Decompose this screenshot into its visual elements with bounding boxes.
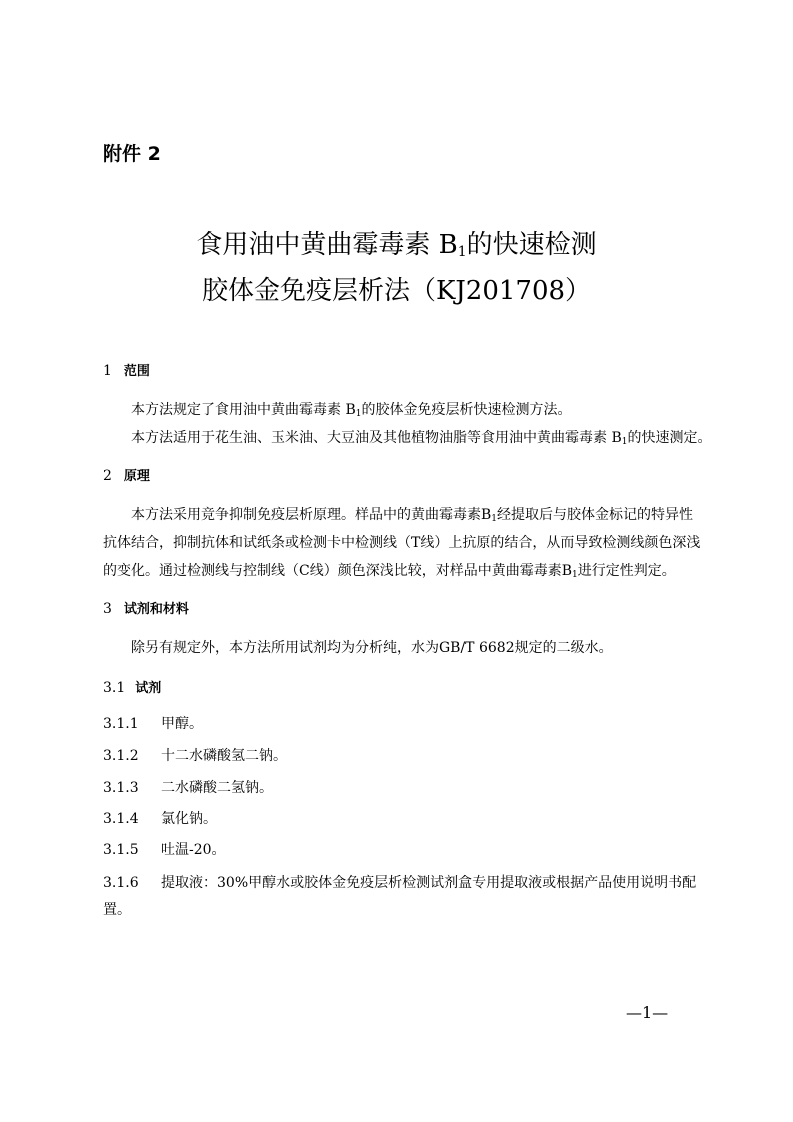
item-text: 提取液：30%甲醇水或胶体金免疫层析检测试剂盒专用提取液或根据产品使用说明书配: [161, 875, 697, 891]
section-title: 范围: [123, 364, 150, 379]
subscript: 1: [621, 437, 628, 447]
list-item: [103, 745, 287, 765]
text-run: 本方法规定了食用油中黄曲霉毒素 B: [131, 402, 356, 418]
item-text: 吐温-20。: [161, 842, 226, 858]
section-2-line-3: [103, 560, 676, 580]
list-item: [103, 872, 696, 892]
item-text: 氯化钠。: [161, 811, 217, 827]
subscript: 1: [491, 514, 498, 524]
document-title-line2: 胶体金免疫层析法（KJ201708）: [201, 276, 592, 306]
title-line1-post: 的快速检测: [466, 230, 597, 260]
subscript: 1: [355, 409, 362, 419]
item-number: 3.1.6: [103, 875, 139, 891]
list-item: [103, 777, 273, 797]
list-item: [103, 808, 217, 828]
section-1-heading: [103, 360, 150, 379]
text-run: 本方法采用竞争抑制免疫层析原理。样品中的黄曲霉毒素B: [131, 507, 492, 523]
title-line1-sub: 1: [457, 244, 467, 260]
item-text: 甲醇。: [161, 716, 203, 732]
item-number: 3.1.1: [103, 716, 139, 732]
item-number: 3.1.5: [103, 842, 139, 858]
section-1-paragraph-2: [131, 427, 711, 447]
text-run: 进行定性判定。: [577, 563, 676, 579]
section-title: 试剂: [135, 681, 162, 696]
text-run: 的快速测定。: [627, 430, 712, 446]
list-item: [103, 839, 226, 859]
section-number: 1: [103, 363, 112, 379]
text-run: 的变化。通过检测线与控制线（C线）颜色深浅比较，对样品中黄曲霉毒素B: [103, 563, 572, 579]
document-title-line1: [0, 224, 793, 261]
section-title: 原理: [123, 469, 150, 484]
section-3-1-heading: [103, 677, 161, 696]
section-3-heading: [103, 598, 189, 617]
list-item: [103, 713, 203, 733]
item-number: 3.1.4: [103, 811, 139, 827]
item-number: 3.1.3: [103, 780, 139, 796]
subscript: 1: [572, 570, 578, 580]
item-text: 十二水磷酸氢二钠。: [161, 748, 287, 764]
title-line1-pre: 食用油中黄曲霉毒素 B: [196, 230, 458, 260]
text-run: 经提取后与胶体金标记的特异性: [497, 507, 694, 523]
page-number: —1—: [626, 1003, 669, 1022]
section-2-heading: [103, 465, 150, 484]
section-3-paragraph: 除另有规定外，本方法所用试剂均为分析纯，水为GB/T 6682规定的二级水。: [131, 640, 613, 656]
section-1-paragraph-1: [131, 399, 571, 419]
section-number: 3: [103, 601, 112, 617]
text-run: 本方法适用于花生油、玉米油、大豆油及其他植物油脂等食用油中黄曲霉毒素 B: [131, 430, 622, 446]
text-run: 的胶体金免疫层析快速检测方法。: [361, 402, 572, 418]
item-number: 3.1.2: [103, 748, 139, 764]
list-item-continuation: 置。: [103, 902, 131, 918]
section-2-line-2: 抗体结合，抑制抗体和试纸条或检测卡中检测线（T线）上抗原的结合，从而导致检测线颜色深浅: [103, 535, 701, 551]
section-number: 2: [103, 468, 112, 484]
section-title: 试剂和材料: [123, 602, 189, 617]
section-2-line-1: [131, 504, 693, 524]
section-number: 3.1: [103, 680, 126, 696]
item-text: 二水磷酸二氢钠。: [161, 780, 273, 796]
attachment-label: 附件 2: [103, 143, 161, 165]
